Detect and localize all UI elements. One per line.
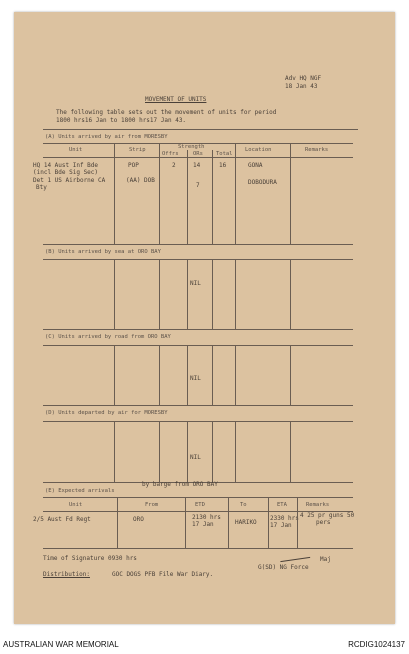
sec-b-vline: [187, 259, 188, 329]
section-d-heading: (D) Units departed by air for MORESBY: [45, 410, 168, 416]
row1-total: 16: [219, 162, 227, 169]
row1-unit-line1: HQ 14 Aust Inf Bde: [33, 162, 99, 169]
col-unit-label: Unit: [69, 147, 83, 153]
sec-e-vline: [228, 497, 229, 548]
col-strength-label: Strength: [178, 144, 205, 150]
sec-d-vline: [114, 421, 115, 482]
signer-role: G(SD) NG Force: [258, 564, 309, 571]
row2-strip: (AA) DOB: [126, 177, 155, 184]
section-a-top-rule: [43, 129, 358, 130]
row1-location: GONA: [248, 162, 263, 169]
section-a-heading: (A) Units arrived by air from MORESBY: [45, 134, 168, 140]
row1-offrs: 2: [172, 162, 176, 169]
sec-c-vline: [114, 345, 115, 405]
section-c-heading: (C) Units arrived by road from ORO BAY: [45, 334, 171, 340]
sec-e-vline: [117, 497, 118, 548]
col-location-label: Location: [245, 147, 272, 153]
row2-location: DOBODURA: [248, 179, 277, 186]
col-e-etd-label: ETD: [195, 502, 205, 508]
col-e-remarks-label: Remarks: [306, 502, 330, 508]
e-row-remarks-line1: 4 25 pr guns 50: [300, 512, 355, 519]
section-b-heading: (B) Units arrived by sea at ORO BAY: [45, 249, 161, 255]
sec-c-vline: [187, 345, 188, 405]
row2-unit-line1: Det 1 US Airborne CA: [33, 177, 106, 184]
time-of-signature: Time of Signature 0930 hrs: [43, 555, 137, 562]
e-row-to: HARIKO: [235, 519, 257, 526]
section-b-nil: NIL: [190, 280, 201, 287]
e-row-unit: 2/5 Aust Fd Regt: [33, 516, 91, 523]
e-row-etd-line2: 17 Jan: [192, 521, 214, 528]
row1-strip: POP: [128, 162, 139, 169]
col-e-from-label: From: [145, 502, 159, 508]
section-e-heading: (E) Expected arrivals: [45, 488, 115, 494]
footer-archive-name: AUSTRALIAN WAR MEMORIAL: [3, 640, 119, 649]
sec-e-vline: [268, 497, 269, 548]
sec-a-vline: [114, 143, 115, 244]
distribution-label: Distribution:: [43, 571, 90, 578]
sec-a-vline: [235, 143, 236, 244]
sec-c-vline: [290, 345, 291, 405]
row1-ors: 14: [193, 162, 201, 169]
document-sheet: [14, 12, 395, 624]
col-ors-label: ORs: [193, 151, 203, 157]
sec-e-vline: [297, 497, 298, 548]
sec-c-vline: [159, 345, 160, 405]
e-row-eta: 2330 hrs 17 Jan: [270, 515, 299, 529]
distribution-list: GOC DOGS PFB File War Diary.: [112, 571, 214, 578]
section-e-heading-extra: by barge from ORO BAY: [142, 481, 218, 488]
signer-rank: Maj: [320, 556, 331, 563]
page-title: MOVEMENT OF UNITS: [145, 96, 207, 103]
sec-b-vline: [235, 259, 236, 329]
sec-b-vline: [159, 259, 160, 329]
e-row-remarks-line2: pers: [316, 519, 331, 526]
section-e-rule: [43, 497, 353, 498]
sec-d-vline: [187, 421, 188, 482]
header-ref-line2: 18 Jan 43: [285, 83, 318, 90]
section-a-bottom-rule: [43, 244, 353, 245]
footer-record-id: RCDIG1024137: [348, 640, 405, 649]
e-row-from: ORO: [133, 516, 144, 523]
sec-a-vline: [290, 143, 291, 244]
section-c-nil: NIL: [190, 375, 201, 382]
sec-d-vline: [290, 421, 291, 482]
sec-c-vline: [235, 345, 236, 405]
col-e-unit-label: Unit: [69, 502, 83, 508]
sec-a-vline: [187, 150, 188, 244]
col-remarks-label: Remarks: [305, 147, 329, 153]
col-offrs-label: Offrs: [162, 151, 179, 157]
col-strip-label: Strip: [129, 147, 146, 153]
section-c-rule: [43, 345, 353, 346]
row2-unit-line2: Bty: [36, 184, 47, 191]
sec-d-vline: [159, 421, 160, 482]
col-e-to-label: To: [240, 502, 247, 508]
row1-unit-line2: (incl Bde Sig Sec): [33, 169, 99, 176]
sec-b-vline: [212, 259, 213, 329]
section-a-header-rule: [43, 157, 353, 158]
section-d-nil: NIL: [190, 454, 201, 461]
col-total-label: Total: [216, 151, 233, 157]
sec-e-vline: [185, 497, 186, 548]
sec-a-vline: [212, 150, 213, 244]
sec-b-vline: [114, 259, 115, 329]
sec-d-vline: [235, 421, 236, 482]
section-e-bottom-rule: [43, 548, 353, 549]
sec-d-vline: [212, 421, 213, 482]
section-b-rule: [43, 259, 353, 260]
sec-c-vline: [212, 345, 213, 405]
intro-line2: 1800 hrs16 Jan to 1800 hrs17 Jan 43.: [56, 117, 187, 124]
section-d-rule: [43, 421, 353, 422]
sec-b-vline: [290, 259, 291, 329]
section-c-bottom-rule: [43, 405, 353, 406]
section-b-bottom-rule: [43, 329, 353, 330]
e-row-etd-line1: 2130 hrs: [192, 514, 221, 521]
sec-a-vline: [159, 143, 160, 244]
col-e-eta-label: ETA: [277, 502, 287, 508]
intro-line1: The following table sets out the movement of units for period: [56, 109, 277, 116]
row2-ors: 7: [196, 182, 200, 189]
header-ref-line1: Adv HQ NGF: [285, 75, 322, 82]
